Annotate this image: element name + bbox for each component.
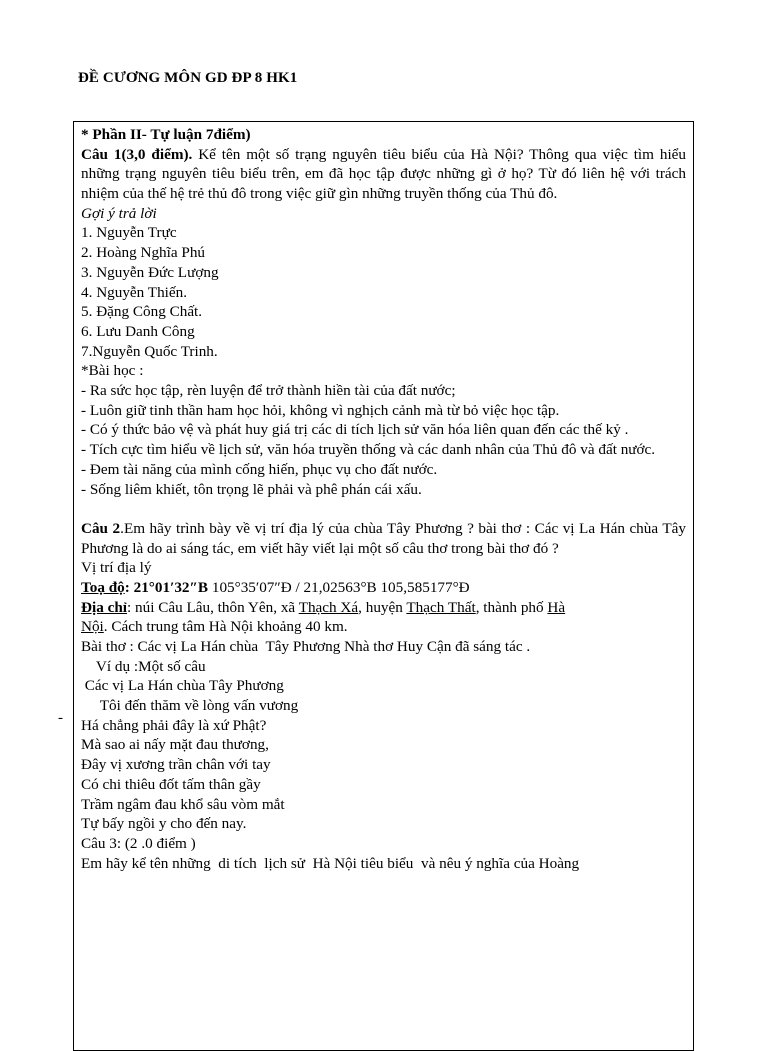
part-heading: * Phần II- Tự luận 7điểm): [81, 126, 251, 143]
poem-line: Há chẳng phải đây là xứ Phật?: [81, 716, 267, 734]
poem-line: Đây vị xương trần chân với tay: [81, 756, 271, 774]
coordinates: [81, 578, 686, 598]
lesson-item: - Đem tài năng của mình cống hiến, phục vụ cho đất nước.: [81, 460, 438, 478]
question-2-label: Câu 2: [81, 519, 121, 537]
lesson-heading: *Bài học :: [81, 362, 144, 380]
list-item: 1. Nguyễn Trực: [81, 224, 177, 242]
link-ha-noi-cont[interactable]: Nội: [81, 618, 104, 636]
example-heading: Ví dụ :Một số câu: [81, 657, 206, 675]
list-item: 6. Lưu Danh Công: [81, 322, 195, 340]
list-item: 2. Hoàng Nghĩa Phú: [81, 244, 206, 262]
question-3-text: Em hãy kể tên những di tích lịch sử Hà Nội tiêu biểu và nêu ý nghĩa của Hoàng: [81, 854, 580, 872]
address-text: , huyện: [358, 598, 407, 616]
spacer: [81, 499, 686, 519]
address-text: : núi Câu Lâu, thôn Yên, xã: [127, 598, 299, 616]
poem-line: Tự bấy ngồi y cho đến nay.: [81, 815, 247, 833]
lesson-item: - Sống liêm khiết, tôn trọng lẽ phải và phê phán cái xấu.: [81, 480, 422, 498]
poem-line: Tôi đến thăm về lòng vấn vương: [81, 697, 299, 715]
answer-hint: Gợi ý trả lời: [81, 204, 157, 222]
lesson-item: - Luôn giữ tinh thần ham học hỏi, không vì nghịch cảnh mà từ bỏ việc học tập.: [81, 401, 560, 419]
question-2-text: .Em hãy trình bày về vị trí địa lý của chùa Tây Phương ? bài thơ : Các vị La Hán chùa Tây Phương là do ai sáng tác, em viết hãy viết lại một số câu thơ trong bài thơ đó ?: [81, 519, 686, 557]
address-line-1: [81, 598, 686, 618]
question-1-text: Kể tên một số trạng nguyên tiêu biểu của Hà Nội? Thông qua việc tìm hiểu những trạng nguyên tiêu biểu trên, em đã học tập được những gì ở họ? Từ đó liên hệ với trách nhiệm của thế hệ trẻ thủ đô trong việc giữ gìn những truyền thống của Thủ đô.: [81, 145, 686, 203]
content-box: [73, 121, 694, 1051]
poem-line: Mà sao ai nấy mặt đau thương,: [81, 736, 269, 754]
list-item: 7.Nguyễn Quốc Trinh.: [81, 342, 218, 360]
list-item: 5. Đặng Công Chất.: [81, 303, 203, 321]
poem-line: Trầm ngâm đau khổ sâu vòm mắt: [81, 795, 285, 813]
address-text: , thành phố: [475, 598, 548, 616]
question-3-label: Câu 3: (2 .0 điểm ): [81, 834, 196, 852]
coordinates-label: Toạ độ: [81, 578, 125, 596]
list-item: 4. Nguyễn Thiến.: [81, 283, 188, 301]
address-text: . Cách trung tâm Hà Nội khoảng 40 km.: [103, 618, 348, 636]
question-1-label: Câu 1(3,0 điểm).: [81, 145, 193, 163]
question-2: [81, 519, 686, 558]
address-label: Địa chỉ: [81, 598, 127, 616]
document-title: ĐỀ CƯƠNG MÔN GD ĐP 8 HK1: [78, 70, 298, 86]
poem-line: Các vị La Hán chùa Tây Phương: [81, 677, 284, 695]
list-item: 3. Nguyễn Đức Lượng: [81, 263, 219, 281]
coordinates-bold-value: : 21°01′32″B: [124, 578, 209, 596]
coordinates-value: 105°35′07″Đ / 21,02563°B 105,585177°Đ: [208, 578, 470, 596]
question-1: [81, 145, 686, 204]
lesson-item: - Có ý thức bảo vệ và phát huy giá trị các di tích lịch sử văn hóa liên quan đến các thế kỷ .: [81, 421, 629, 439]
lesson-item: - Tích cực tìm hiểu về lịch sử, văn hóa truyền thống và các danh nhân của Thủ đô và đất nước.: [81, 441, 656, 459]
poem-intro: Bài thơ : Các vị La Hán chùa Tây Phương Nhà thơ Huy Cận đã sáng tác .: [81, 638, 531, 656]
list-dash-marker: -: [58, 710, 63, 726]
poem-line: Có chi thiêu đốt tấm thân gầy: [81, 775, 261, 793]
location-heading: Vị trí địa lý: [81, 559, 152, 577]
link-ha-noi[interactable]: Hà: [547, 598, 566, 616]
link-thach-that[interactable]: Thạch Thất: [406, 598, 476, 616]
address-line-2: [81, 617, 686, 637]
lesson-item: - Ra sức học tập, rèn luyện để trở thành hiền tài của đất nước;: [81, 381, 456, 399]
link-thach-xa[interactable]: Thạch Xá: [298, 598, 359, 616]
